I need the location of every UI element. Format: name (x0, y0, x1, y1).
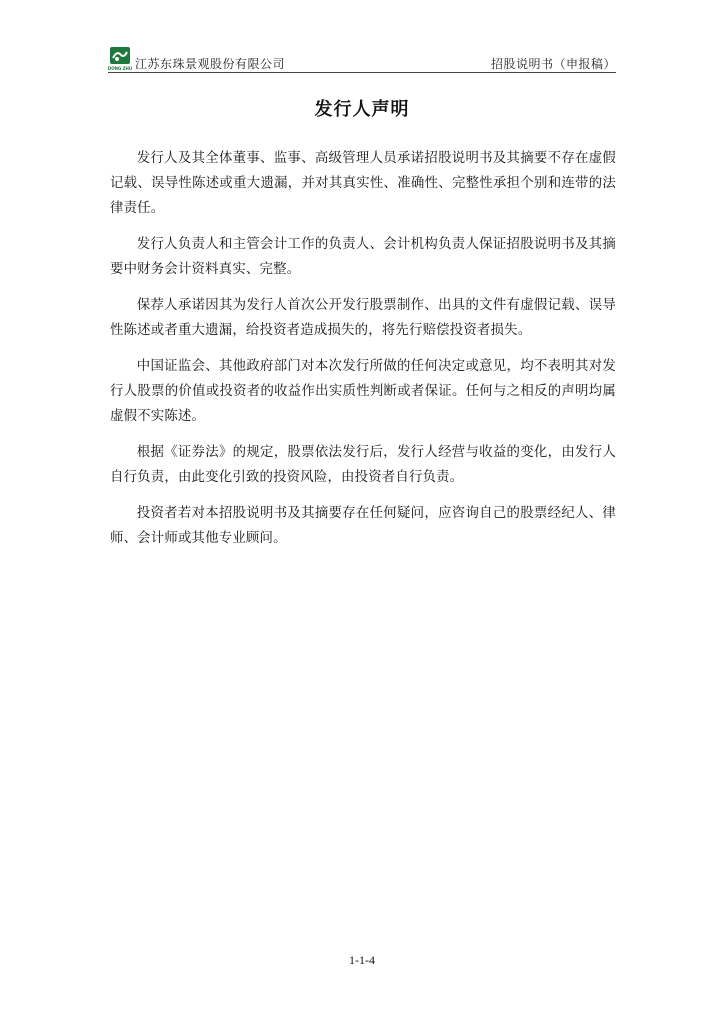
company-name: 江苏东珠景观股份有限公司 (135, 57, 286, 71)
statement-body (110, 146, 616, 562)
page-number: 1-1-4 (349, 953, 375, 967)
paragraph-2: 发行人负责人和主管会计工作的负责人、会计机构负责人保证招股说明书及其摘要中财务会计资料真实、完整。 (110, 237, 616, 277)
paragraph-1: 发行人及其全体董事、监事、高级管理人员承诺招股说明书及其摘要不存在虚假记载、误导性陈述或重大遗漏，并对其真实性、准确性、完整性承担个别和连带的法律责任。 (110, 151, 616, 216)
document-type: 招股说明书（申报稿） (490, 57, 616, 71)
dongzhu-logo-icon (108, 46, 132, 72)
paragraph-6: 投资者若对本招股说明书及其摘要存在任何疑问，应咨询自己的股票经纪人、律师、会计师或其他专业顾问。 (110, 506, 616, 546)
paragraph-4: 中国证监会、其他政府部门对本次发行所做的任何决定或意见，均不表明其对发行人股票的价值或投资者的收益作出实质性判断或者保证。任何与之相反的声明均属虚假不实陈述。 (110, 359, 616, 424)
page-header (108, 46, 616, 73)
company-logo (108, 46, 132, 72)
paragraph-5: 根据《证券法》的规定，股票依法发行后，发行人经营与收益的变化，由发行人自行负责，由此变化引致的投资风险，由投资者自行负责。 (110, 445, 616, 485)
page-title: 发行人声明 (314, 99, 410, 120)
paragraph-3: 保荐人承诺因其为发行人首次公开发行股票制作、出具的文件有虚假记载、误导性陈述或者重大遗漏，给投资者造成损失的，将先行赔偿投资者损失。 (110, 298, 616, 338)
logo-text: DONG ZHU (108, 66, 132, 71)
